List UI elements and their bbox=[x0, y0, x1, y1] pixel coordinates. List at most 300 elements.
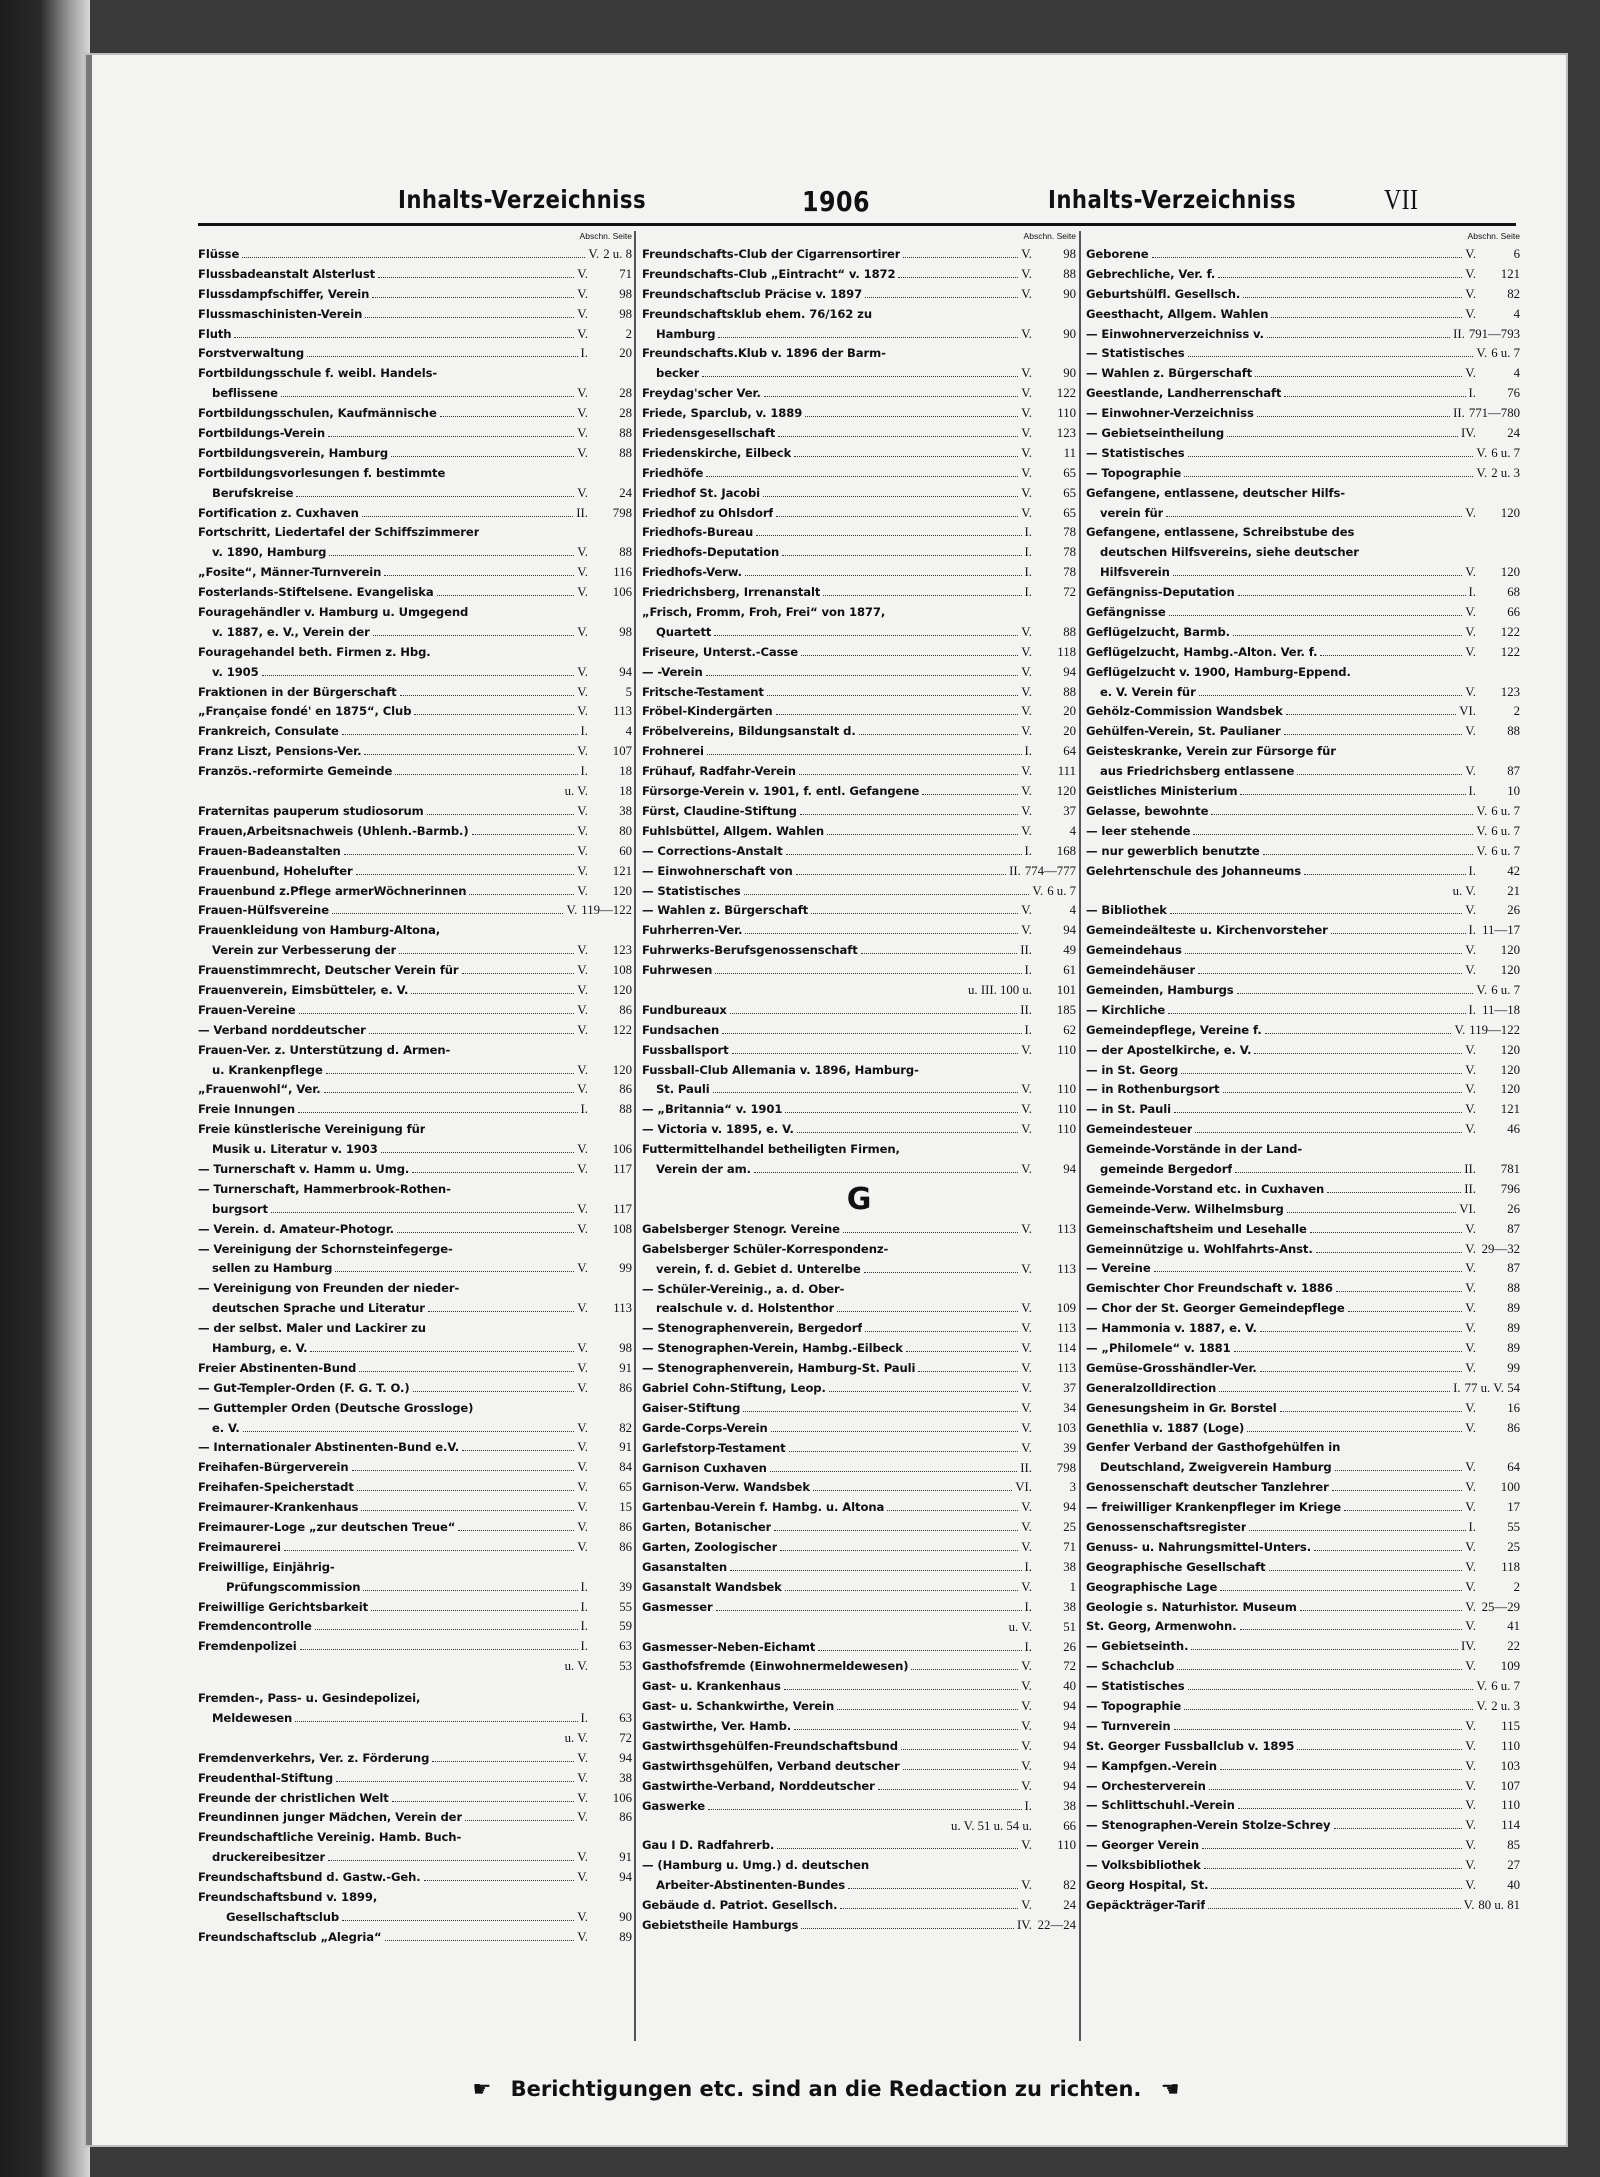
entry-section: I. bbox=[580, 1599, 588, 1614]
index-entry bbox=[198, 543, 632, 563]
entry-term bbox=[198, 384, 278, 404]
entry-term bbox=[642, 424, 775, 444]
index-entry bbox=[642, 1061, 1076, 1081]
entry-term-text: e. V. bbox=[212, 1420, 240, 1435]
spacer bbox=[198, 1677, 632, 1689]
entry-term-text: Freundschaftsclub Präcise v. 1897 bbox=[642, 286, 863, 301]
entry-section: V. bbox=[1021, 366, 1032, 381]
entry-section: V. bbox=[1021, 1361, 1032, 1376]
leader-dots bbox=[1154, 1271, 1463, 1272]
entry-section: V. bbox=[1465, 1659, 1476, 1674]
entry-term bbox=[1086, 384, 1281, 404]
entry-term bbox=[1086, 1697, 1181, 1717]
entry-section: I. bbox=[1024, 843, 1032, 858]
leader-dots bbox=[756, 535, 1021, 536]
index-entry bbox=[642, 364, 1076, 384]
leader-dots bbox=[901, 1749, 1018, 1750]
entry-term-text: Gemeindeälteste u. Kirchenvorsteher bbox=[1086, 923, 1328, 938]
entry-section: II. bbox=[1009, 863, 1021, 878]
entry-page: 116 bbox=[613, 565, 632, 580]
entry-term-text: Fuhrherren-Ver. bbox=[642, 923, 743, 938]
index-entry bbox=[198, 1637, 632, 1657]
leader-dots bbox=[1348, 1311, 1463, 1312]
entry-section: V. bbox=[1021, 684, 1032, 699]
entry-page: 27 bbox=[1507, 1858, 1520, 1873]
entry-term bbox=[642, 484, 760, 504]
entry-section: I. bbox=[1024, 1639, 1032, 1654]
entry-term bbox=[198, 921, 440, 941]
entry-section: V. bbox=[577, 823, 588, 838]
entry-section: V. bbox=[1465, 1261, 1476, 1276]
entry-term bbox=[642, 1140, 900, 1160]
leader-dots bbox=[1240, 794, 1465, 795]
entry-page: 37 bbox=[1063, 803, 1076, 818]
entry-term-text: Fraktionen in der Bürgerschaft bbox=[198, 684, 397, 699]
entry-page: 88 bbox=[1063, 266, 1076, 281]
index-entry bbox=[1086, 1319, 1520, 1339]
entry-term bbox=[198, 722, 339, 742]
leader-dots bbox=[903, 1769, 1019, 1770]
leader-dots bbox=[864, 1272, 1019, 1273]
entry-term-text: Gabelsberger Stenogr. Vereine bbox=[642, 1221, 840, 1236]
leader-dots bbox=[794, 456, 1018, 457]
entry-page: 121 bbox=[1500, 1102, 1520, 1117]
entry-term-text: Garde-Corps-Verein bbox=[642, 1420, 768, 1435]
index-entry bbox=[1086, 762, 1520, 782]
entry-term bbox=[1086, 464, 1181, 484]
entry-term-text: Verein zur Verbesserung der bbox=[212, 943, 397, 958]
entry-page: 39 bbox=[1063, 1440, 1076, 1455]
entry-term bbox=[198, 1478, 354, 1498]
leader-dots bbox=[767, 695, 1018, 696]
leader-dots bbox=[1198, 973, 1462, 974]
entry-term bbox=[642, 1120, 794, 1140]
entry-term-text: Frühauf, Radfahr-Verein bbox=[642, 764, 796, 779]
leader-dots bbox=[298, 1112, 578, 1113]
index-entry bbox=[642, 1498, 1076, 1518]
leader-dots bbox=[1344, 1510, 1462, 1511]
index-entry bbox=[198, 1160, 632, 1180]
entry-section: V. bbox=[1021, 266, 1032, 281]
index-entry bbox=[1086, 643, 1520, 663]
entry-section: V. bbox=[588, 247, 600, 261]
entry-section: V. bbox=[577, 803, 588, 818]
entry-term bbox=[1086, 961, 1195, 981]
index-entry bbox=[198, 1558, 632, 1578]
entry-page: 113 bbox=[613, 1301, 632, 1316]
index-entry bbox=[642, 683, 1076, 703]
entry-term bbox=[198, 1080, 321, 1100]
entry-term bbox=[1086, 603, 1166, 623]
entry-section: V. bbox=[1465, 505, 1476, 520]
entry-term bbox=[1086, 1657, 1174, 1677]
entry-term bbox=[1086, 523, 1354, 543]
leader-dots bbox=[708, 1809, 1022, 1810]
entry-term-text: Gabelsberger Schüler-Korrespondenz- bbox=[642, 1241, 889, 1256]
entry-page: 121 bbox=[1500, 266, 1520, 281]
entry-term-text: — Stenographen-Verein Stolze-Schrey bbox=[1086, 1818, 1331, 1833]
index-entry bbox=[198, 1769, 632, 1789]
index-entry bbox=[642, 1518, 1076, 1538]
entry-section: V. bbox=[577, 1750, 588, 1765]
leader-dots bbox=[713, 1092, 1019, 1093]
entry-page: 798 bbox=[612, 505, 632, 520]
entry-term-text: Geflügelzucht v. 1900, Hamburg-Eppend. bbox=[1086, 664, 1351, 679]
entry-term bbox=[642, 722, 856, 742]
entry-term-text: Freundschaftsbund d. Gastw.-Geh. bbox=[198, 1870, 421, 1885]
index-entry bbox=[642, 1558, 1076, 1578]
leader-dots bbox=[1316, 1252, 1463, 1253]
entry-term-text: Arbeiter-Abstinenten-Bundes bbox=[656, 1878, 845, 1893]
entry-term bbox=[642, 1578, 782, 1598]
entry-term bbox=[642, 523, 753, 543]
entry-term-text: Flussmaschinisten-Verein bbox=[198, 306, 363, 321]
entry-term-text: Gemeindepflege, Vereine f. bbox=[1086, 1022, 1262, 1037]
entry-section: V. bbox=[1465, 306, 1476, 321]
entry-section: V. bbox=[577, 843, 588, 858]
entry-page: 90 bbox=[619, 1909, 632, 1924]
entry-term bbox=[642, 921, 742, 941]
leader-dots bbox=[328, 436, 574, 437]
entry-page: 99 bbox=[619, 1261, 632, 1276]
index-entry bbox=[198, 842, 632, 862]
entry-term bbox=[1086, 1220, 1307, 1240]
entry-page: 11—18 bbox=[1482, 1002, 1520, 1017]
entry-term-text: Geologie s. Naturhistor. Museum bbox=[1086, 1599, 1297, 1614]
entry-term bbox=[642, 1677, 781, 1697]
index-entry bbox=[1086, 1876, 1520, 1896]
entry-term-text: Freundschafts-Club der Cigarrensortirer bbox=[642, 247, 901, 261]
entry-term-text: — nur gewerblich benutzte bbox=[1086, 843, 1260, 858]
leader-dots bbox=[796, 874, 1006, 875]
entry-page: 123 bbox=[612, 943, 632, 958]
index-entry bbox=[1086, 981, 1520, 1001]
entry-term-text: Gast- u. Schankwirthe, Verein bbox=[642, 1699, 835, 1714]
leader-dots bbox=[918, 1371, 1018, 1372]
entry-term-text: Freihafen-Bürgerverein bbox=[198, 1460, 349, 1475]
entry-section: V. bbox=[1476, 843, 1488, 858]
entry-page: 80 u. 81 bbox=[1478, 1897, 1520, 1912]
leader-dots bbox=[722, 1033, 1021, 1034]
entry-page: 122 bbox=[1500, 644, 1520, 659]
leader-dots bbox=[1170, 913, 1462, 914]
entry-term bbox=[642, 1240, 888, 1260]
index-entry bbox=[642, 424, 1076, 444]
entry-page: 94 bbox=[1063, 1778, 1076, 1793]
index-entry bbox=[198, 1180, 632, 1200]
index-entry bbox=[198, 364, 632, 384]
leader-dots bbox=[432, 1761, 574, 1762]
entry-term bbox=[642, 1001, 727, 1021]
header-left-title: Inhalts-Verzeichniss bbox=[398, 185, 647, 214]
entry-term-text: — in St. Pauli bbox=[1086, 1102, 1172, 1117]
entry-term-text: — Einwohner-Verzeichniss bbox=[1086, 406, 1254, 421]
leader-dots bbox=[1314, 1550, 1462, 1551]
entry-term bbox=[642, 842, 783, 862]
index-entry bbox=[1086, 504, 1520, 524]
entry-page: 4 bbox=[1513, 366, 1520, 381]
leader-dots bbox=[371, 1610, 577, 1611]
entry-term bbox=[642, 603, 885, 623]
entry-term bbox=[1086, 444, 1185, 464]
entry-page: 86 bbox=[619, 1082, 632, 1097]
entry-term bbox=[198, 563, 381, 583]
entry-term bbox=[198, 285, 369, 305]
entry-section: V. bbox=[1021, 1301, 1032, 1316]
entry-term-text: Geesthacht, Allgem. Wahlen bbox=[1086, 306, 1269, 321]
entry-term-text: Fortbildungsverein, Hamburg bbox=[198, 445, 389, 460]
index-entry bbox=[198, 404, 632, 424]
entry-page: 38 bbox=[1063, 1798, 1076, 1813]
index-entry bbox=[642, 1896, 1076, 1916]
leader-dots bbox=[385, 1940, 575, 1941]
entry-term bbox=[1086, 1478, 1329, 1498]
entry-page: 108 bbox=[612, 963, 632, 978]
entry-page: 2 u. 8 bbox=[603, 247, 632, 261]
entry-page: 65 bbox=[1063, 465, 1076, 480]
entry-page: 46 bbox=[1507, 1122, 1520, 1137]
entry-term bbox=[1086, 245, 1149, 265]
entry-term-text: Frauen-Badeanstalten bbox=[198, 843, 341, 858]
entry-term-text: Fuhlsbüttel, Allgem. Wahlen bbox=[642, 823, 825, 838]
index-entry bbox=[1086, 702, 1520, 722]
index-entry bbox=[642, 1797, 1076, 1817]
entry-section: V. bbox=[577, 1022, 588, 1037]
index-entry bbox=[198, 1848, 632, 1868]
entry-term-text: Fundbureaux bbox=[642, 1002, 727, 1017]
entry-term bbox=[198, 842, 341, 862]
entry-term-text: Fortbildungsschule f. weibl. Handels- bbox=[198, 366, 438, 381]
pointing-hand-left-icon: ☛ bbox=[472, 2077, 492, 2101]
leader-dots bbox=[1227, 436, 1458, 437]
index-entry bbox=[198, 1120, 632, 1140]
entry-term bbox=[198, 1848, 325, 1868]
entry-term-text: Gebietstheile Hamburgs bbox=[642, 1918, 799, 1933]
entry-page: 86 bbox=[619, 1539, 632, 1554]
entry-section: V. bbox=[577, 565, 588, 580]
entry-page: 86 bbox=[619, 1810, 632, 1825]
entry-term-text: Französ.-reformirte Gemeinde bbox=[198, 764, 393, 779]
entry-section: V. bbox=[1465, 565, 1476, 580]
entry-section: V. bbox=[1465, 247, 1476, 261]
index-entry bbox=[642, 1001, 1076, 1021]
index-entry bbox=[1086, 1717, 1520, 1737]
entry-page: 24 bbox=[1063, 1898, 1076, 1913]
entry-term bbox=[1086, 1001, 1165, 1021]
entry-section: I. bbox=[1468, 585, 1476, 600]
leader-dots bbox=[384, 575, 574, 576]
leader-dots bbox=[324, 1092, 575, 1093]
entry-section: VI. bbox=[1459, 1201, 1476, 1216]
entry-term-text: — Verein. d. Amateur-Photogr. bbox=[198, 1221, 394, 1236]
entry-term bbox=[1086, 1896, 1205, 1916]
leader-dots bbox=[794, 1729, 1018, 1730]
entry-term-text: Generalzolldirection bbox=[1086, 1380, 1217, 1395]
entry-term-text: — Statistisches bbox=[1086, 1679, 1185, 1694]
entry-term bbox=[642, 901, 808, 921]
entry-term-text: Futtermittelhandel betheiligten Firmen, bbox=[642, 1142, 900, 1157]
entry-section: V. bbox=[1465, 1400, 1476, 1415]
entry-term-text: Gefängniss-Deputation bbox=[1086, 585, 1235, 600]
entry-term-text: Frauen-Ver. z. Unterstützung d. Armen- bbox=[198, 1042, 451, 1057]
leader-dots bbox=[397, 1232, 574, 1233]
leader-dots bbox=[399, 953, 574, 954]
leader-dots bbox=[1247, 1431, 1462, 1432]
entry-term bbox=[642, 1558, 727, 1578]
index-entry bbox=[198, 802, 632, 822]
entry-page: 107 bbox=[1500, 1778, 1520, 1793]
entry-page: 60 bbox=[619, 843, 632, 858]
entry-section: V. bbox=[577, 1420, 588, 1435]
entry-section: I. bbox=[580, 1639, 588, 1654]
entry-page: 185 bbox=[1056, 1002, 1076, 1017]
entry-term bbox=[642, 822, 824, 842]
entry-section: V. bbox=[1476, 982, 1488, 997]
entry-term-text: — Gebietseintheilung bbox=[1086, 426, 1225, 441]
entry-term bbox=[198, 901, 329, 921]
leader-dots bbox=[797, 1132, 1018, 1133]
entry-term bbox=[1086, 981, 1234, 1001]
entry-term-text: Frauenbund, Hohelufter bbox=[198, 863, 353, 878]
index-entry bbox=[642, 603, 1076, 623]
index-entry bbox=[198, 1359, 632, 1379]
entry-section: I. bbox=[1468, 863, 1476, 878]
index-entry bbox=[642, 1240, 1076, 1260]
index-entry bbox=[198, 643, 632, 663]
entry-term bbox=[642, 1021, 719, 1041]
index-entry bbox=[198, 1438, 632, 1458]
leader-dots bbox=[1202, 1848, 1462, 1849]
entry-term-text: Gefängnisse bbox=[1086, 605, 1166, 620]
leader-dots bbox=[744, 894, 1030, 895]
entry-term-text: Freudenthal-Stiftung bbox=[198, 1770, 334, 1785]
entry-page: 110 bbox=[1057, 1082, 1076, 1097]
leader-dots bbox=[1334, 1828, 1463, 1829]
entry-term bbox=[1086, 1240, 1313, 1260]
entry-page: 89 bbox=[1507, 1340, 1520, 1355]
leader-dots bbox=[778, 436, 1018, 437]
entry-section: V. bbox=[1465, 1500, 1476, 1515]
leader-dots bbox=[400, 695, 575, 696]
entry-page: 6 u. 7 bbox=[1491, 445, 1520, 460]
index-entry bbox=[1086, 1339, 1520, 1359]
entry-term bbox=[642, 1399, 740, 1419]
entry-page: 113 bbox=[1057, 1221, 1076, 1236]
entry-section: V. bbox=[577, 326, 588, 341]
entry-section: V. bbox=[1465, 1798, 1476, 1813]
entry-section: I. bbox=[1024, 1798, 1032, 1813]
entry-section: V. bbox=[577, 963, 588, 978]
entry-page: 15 bbox=[619, 1500, 632, 1515]
entry-section: V. bbox=[1021, 445, 1032, 460]
entry-term bbox=[198, 623, 370, 643]
entry-page: 17 bbox=[1507, 1500, 1520, 1515]
index-entry bbox=[198, 722, 632, 742]
entry-section: V. bbox=[1021, 1082, 1032, 1097]
index-entry bbox=[1086, 961, 1520, 981]
index-entry bbox=[1086, 1240, 1520, 1260]
entry-term-text: „Fosite“, Männer-Turnverein bbox=[198, 565, 382, 580]
entry-page: 94 bbox=[619, 1750, 632, 1765]
entry-page: 110 bbox=[1057, 1102, 1076, 1117]
entry-page: 4 bbox=[1513, 306, 1520, 321]
entry-term bbox=[1086, 1259, 1151, 1279]
index-entry bbox=[642, 981, 1076, 1001]
entry-term-text: Garten, Zoologischer bbox=[642, 1540, 778, 1555]
leader-dots bbox=[362, 516, 573, 517]
entry-term bbox=[198, 1021, 366, 1041]
leader-dots bbox=[861, 953, 1018, 954]
entry-section: V. bbox=[1465, 1539, 1476, 1554]
entry-term bbox=[198, 424, 325, 444]
entry-page: 94 bbox=[1063, 923, 1076, 938]
index-entry bbox=[642, 862, 1076, 882]
entry-term bbox=[642, 663, 703, 683]
entry-term bbox=[1086, 1319, 1257, 1339]
entry-section: I. bbox=[580, 1619, 588, 1634]
entry-term-text: Geburtshülfl. Gesellsch. bbox=[1086, 286, 1241, 301]
entry-term bbox=[198, 344, 304, 364]
entry-term bbox=[198, 523, 479, 543]
entry-page: 68 bbox=[1507, 585, 1520, 600]
entry-term bbox=[1086, 1558, 1266, 1578]
entry-term bbox=[1086, 1876, 1208, 1896]
entry-term bbox=[642, 543, 779, 563]
entry-section: V. bbox=[1021, 1261, 1032, 1276]
entry-term-text: Freundschaftsclub „Alegria“ bbox=[198, 1929, 382, 1944]
entry-section: V. bbox=[1465, 1559, 1476, 1574]
entry-term bbox=[1086, 1120, 1192, 1140]
entry-term-text: Geisteskranke, Verein zur Fürsorge für bbox=[1086, 744, 1336, 759]
entry-section: u. V. bbox=[1008, 1619, 1032, 1634]
entry-section: V. bbox=[1021, 1321, 1032, 1336]
leader-dots bbox=[284, 1550, 574, 1551]
entry-term bbox=[642, 1299, 834, 1319]
entry-term bbox=[1086, 1279, 1333, 1299]
entry-term bbox=[642, 1757, 900, 1777]
entry-page: 123 bbox=[1056, 426, 1076, 441]
leader-dots bbox=[1193, 834, 1473, 835]
entry-term bbox=[642, 1379, 826, 1399]
entry-section: V. bbox=[577, 585, 588, 600]
index-entry bbox=[1086, 1836, 1520, 1856]
entry-term bbox=[642, 862, 793, 882]
entry-page: 120 bbox=[1056, 784, 1076, 799]
index-entry bbox=[198, 822, 632, 842]
entry-page: 82 bbox=[1507, 286, 1520, 301]
entry-term-text: — (Hamburg u. Umg.) d. deutschen bbox=[642, 1858, 870, 1873]
index-entry bbox=[1086, 1777, 1520, 1797]
leader-dots bbox=[754, 1172, 1018, 1173]
index-entry bbox=[198, 1001, 632, 1021]
leader-dots bbox=[1297, 1749, 1462, 1750]
entry-section: V. bbox=[577, 1142, 588, 1157]
entry-page: 26 bbox=[1507, 1201, 1520, 1216]
entry-page: 1 bbox=[1069, 1579, 1076, 1594]
index-entry bbox=[198, 1041, 632, 1061]
index-entry bbox=[1086, 523, 1520, 543]
leader-dots bbox=[1335, 1470, 1463, 1471]
index-entry bbox=[642, 245, 1076, 265]
index-entry bbox=[198, 1100, 632, 1120]
entry-page: 4 bbox=[1069, 903, 1076, 918]
index-entry bbox=[1086, 1598, 1520, 1618]
entry-term bbox=[1086, 424, 1224, 444]
entry-term-text: — Georger Verein bbox=[1086, 1838, 1200, 1853]
index-entry bbox=[642, 1339, 1076, 1359]
leader-dots bbox=[1238, 1808, 1462, 1809]
entry-section: II. bbox=[1020, 1002, 1032, 1017]
